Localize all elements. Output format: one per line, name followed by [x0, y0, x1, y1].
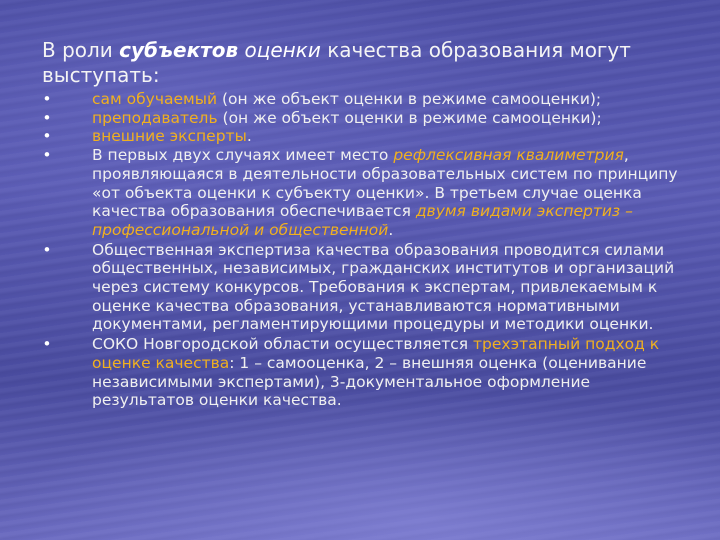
bullet-icon: • [42, 90, 52, 108]
bullet-icon: • [42, 240, 52, 259]
bullet-icon: • [42, 127, 52, 146]
bullet-text: : 1 – самооценка, 2 – внешняя оценка (оценивание независимыми экспертами), 3-документальное оформление результатов оценки качества. [92, 353, 647, 410]
bullet-text: (он же объект оценки в режиме самооценки); [217, 90, 602, 108]
bullet-highlight: сам обучаемый [92, 90, 218, 108]
title-part-5: качества образования могут выступать: [42, 38, 631, 87]
slide-title [42, 38, 692, 88]
bullet-text: В первых двух случаях имеет место [92, 146, 394, 165]
bullet-icon: • [42, 335, 52, 354]
bullet-item-external-experts [40, 127, 680, 146]
bullet-item-soko [40, 335, 680, 410]
bullet-icon: • [42, 146, 52, 165]
bullet-text: , проявляющаяся в деятельности образовательных систем по принципу «от объекта оценки к субъекту оценки». В третьем случае оценка качества образования обеспечивается [92, 146, 678, 221]
bullet-highlight: преподаватель [92, 108, 218, 127]
bullet-text: Общественная экспертиза качества образования проводится силами общественных, независимых, гражданских институтов и организаций через систему конкурсов. Требования к экспертам, привлекаемым к оценке качества образования, устанавливаются нормативными документами, регламентирующими процедуры и методики оценки. [92, 240, 675, 334]
title-subjects-term: субъектов [119, 38, 239, 62]
bullet-highlight: внешние эксперты [92, 127, 247, 146]
bullet-text: . [388, 220, 394, 239]
title-assessment-term: оценки [244, 38, 321, 62]
bullet-item-reflexive-qualimetry [40, 146, 680, 240]
bullet-highlight: трехэтапный подход к оценке качества [92, 335, 660, 372]
bullet-text: СОКО Новгородской области осуществляется [92, 335, 474, 354]
bullet-text: . [246, 127, 252, 146]
bullet-item-teacher [40, 109, 680, 128]
bullet-list [40, 90, 680, 410]
bullet-item-student [40, 90, 680, 109]
bullet-item-public-expertise [40, 241, 680, 335]
bullet-italic-term: двумя видами экспертиз – профессиональной и общественной [92, 202, 633, 239]
title-part-1: В роли [42, 38, 120, 62]
bullet-icon: • [42, 108, 52, 127]
bullet-text: (он же объект оценки в режиме самооценки); [217, 108, 602, 127]
bullet-italic-term: рефлексивная квалиметрия [393, 146, 624, 165]
